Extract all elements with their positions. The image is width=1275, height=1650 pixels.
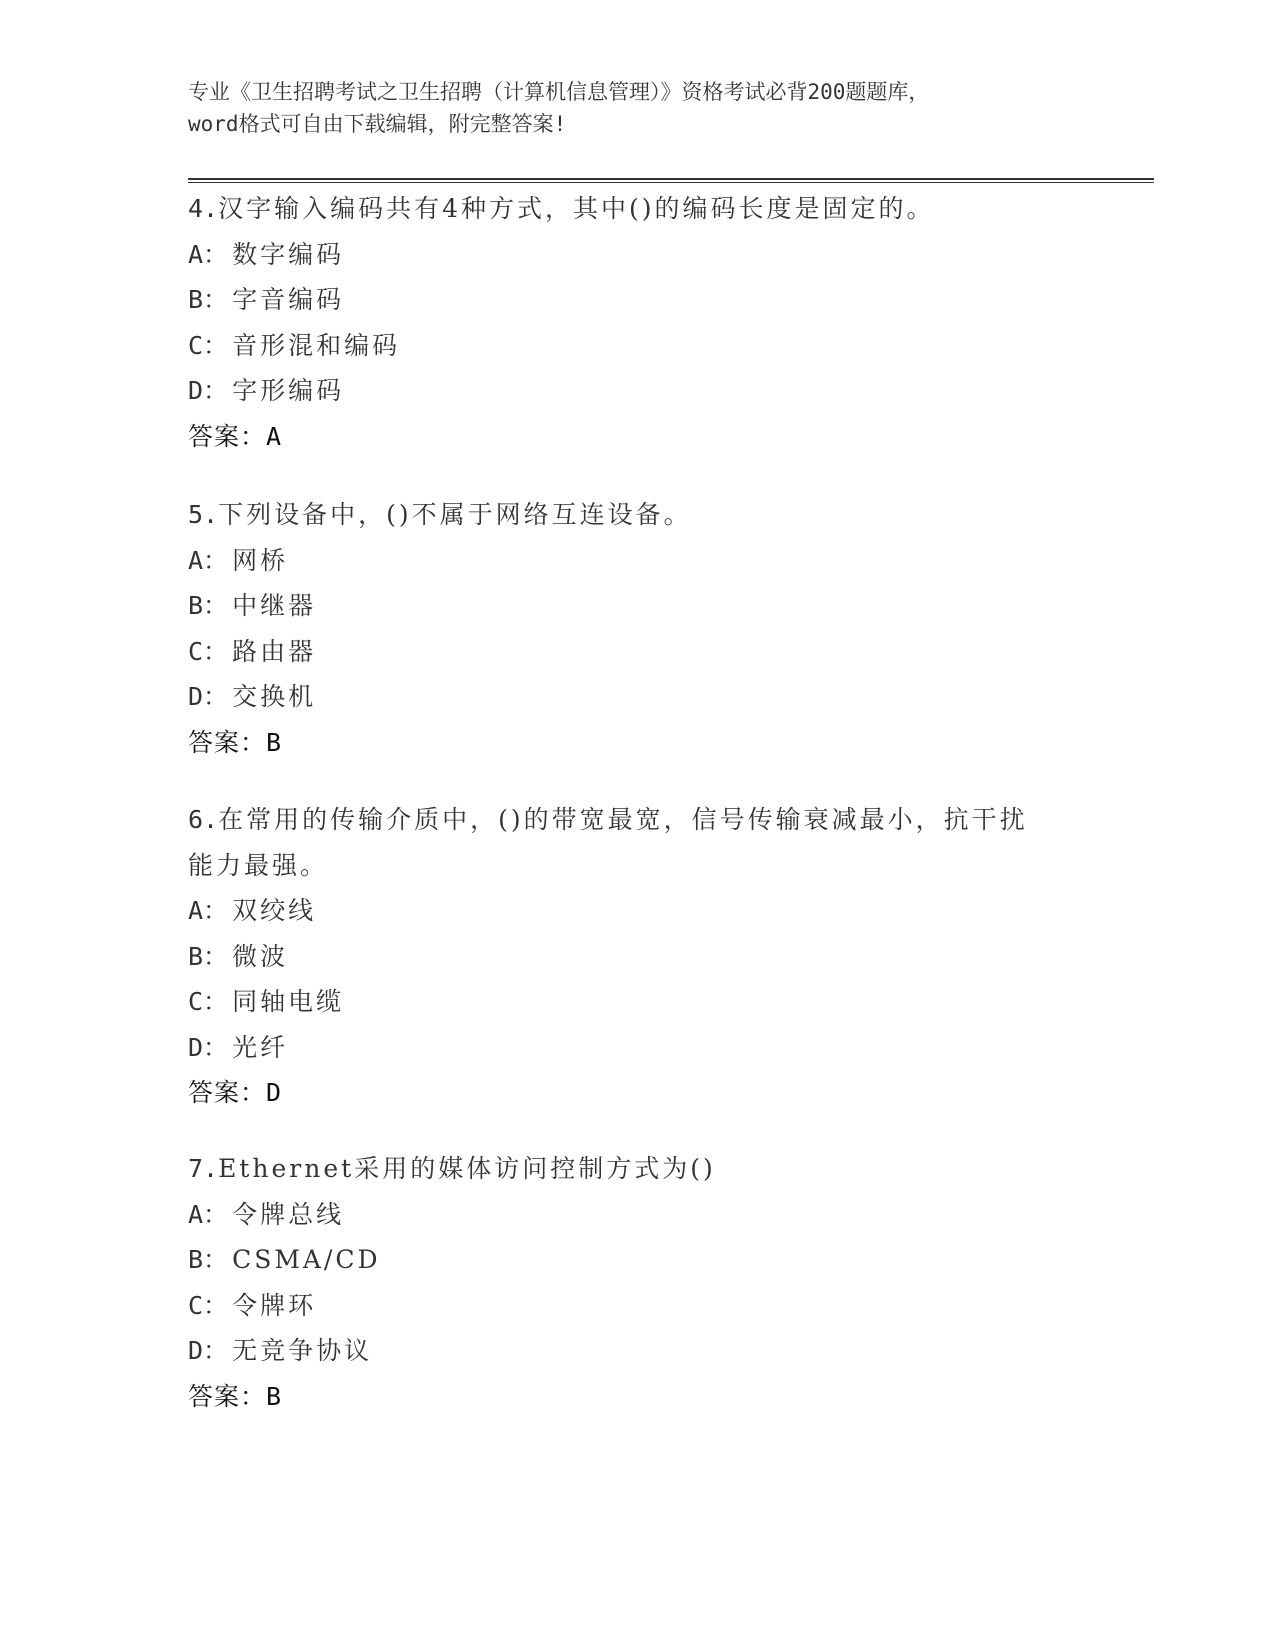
option-text: 交换机	[232, 682, 317, 711]
option-d	[188, 368, 1088, 414]
option-letter: B：	[188, 591, 229, 620]
option-b	[188, 934, 1088, 980]
option-letter: A：	[188, 239, 229, 269]
option-letter: C：	[188, 1290, 229, 1320]
option-c	[188, 323, 1088, 369]
option-text: 无竞争协议	[232, 1336, 373, 1365]
answer-value: B	[266, 1381, 283, 1411]
option-letter: B：	[188, 1245, 229, 1274]
option-text: CSMA/CD	[232, 1245, 381, 1274]
option-letter: D：	[188, 682, 229, 711]
option-c	[188, 629, 1088, 675]
question-stem	[188, 1146, 1088, 1192]
option-text: 同轴电缆	[232, 987, 345, 1016]
question-5	[188, 492, 1088, 765]
question-number: 4.	[188, 194, 219, 223]
option-text: 网桥	[232, 545, 289, 575]
answer-line	[188, 1374, 1088, 1420]
question-text: 能力最强。	[188, 850, 329, 880]
answer-line	[188, 720, 1088, 766]
answer-label: 答案：	[188, 421, 267, 451]
option-text: 双绞线	[232, 896, 317, 925]
question-stem-continued	[188, 843, 1088, 889]
question-4	[188, 186, 1088, 459]
header-line-1: 专业《卫生招聘考试之卫生招聘（计算机信息管理）》资格考试必背200题题库，	[188, 80, 930, 104]
question-number: 6.	[188, 805, 219, 834]
option-c	[188, 1283, 1088, 1329]
option-letter: C：	[188, 636, 229, 666]
answer-label: 答案：	[188, 1078, 267, 1107]
header-divider-thick	[188, 178, 1154, 180]
question-stem	[188, 797, 1088, 843]
option-letter: D：	[188, 376, 229, 405]
answer-line	[188, 414, 1088, 460]
option-text: 路由器	[232, 636, 317, 666]
option-letter: A：	[188, 1199, 229, 1229]
option-letter: A：	[188, 545, 229, 575]
option-a	[188, 232, 1088, 278]
option-text: 数字编码	[232, 239, 345, 269]
option-a	[188, 1192, 1088, 1238]
question-text: 下列设备中，()不属于网络互连设备。	[218, 500, 692, 529]
question-number: 7.	[188, 1154, 219, 1183]
answer-label: 答案：	[188, 727, 267, 757]
option-a	[188, 538, 1088, 584]
option-c	[188, 979, 1088, 1025]
option-a	[188, 888, 1088, 934]
question-text: Ethernet采用的媒体访问控制方式为()	[218, 1154, 716, 1183]
header-line-2: word格式可自由下载编辑，附完整答案!	[188, 112, 567, 136]
question-text: 在常用的传输介质中，()的带宽最宽，信号传输衰减最小，抗干扰	[218, 805, 1028, 834]
option-letter: B：	[188, 941, 229, 971]
option-letter: D：	[188, 1336, 229, 1365]
answer-value: D	[266, 1078, 283, 1107]
option-d	[188, 674, 1088, 720]
question-text: 汉字输入编码共有4种方式，其中()的编码长度是固定的。	[218, 194, 935, 223]
option-d	[188, 1328, 1088, 1374]
document-header	[188, 76, 1088, 140]
question-number: 5.	[188, 500, 219, 529]
option-text: 字音编码	[232, 285, 345, 314]
option-text: 中继器	[232, 591, 317, 620]
option-b	[188, 277, 1088, 323]
answer-label: 答案：	[188, 1381, 267, 1411]
answer-value: A	[266, 421, 283, 451]
option-letter: D：	[188, 1032, 229, 1062]
question-6	[188, 797, 1088, 1116]
option-letter: C：	[188, 330, 229, 360]
answer-line	[188, 1070, 1088, 1116]
question-7	[188, 1146, 1088, 1419]
option-text: 令牌环	[232, 1290, 317, 1320]
option-letter: B：	[188, 285, 229, 314]
header-divider-thin	[188, 182, 1154, 183]
option-letter: A：	[188, 896, 229, 925]
option-b	[188, 583, 1088, 629]
option-d	[188, 1025, 1088, 1071]
option-b	[188, 1237, 1088, 1283]
option-text: 光纤	[232, 1032, 289, 1062]
option-text: 令牌总线	[232, 1199, 345, 1229]
question-stem	[188, 186, 1088, 232]
answer-value: B	[266, 727, 283, 757]
option-letter: C：	[188, 987, 229, 1016]
option-text: 微波	[232, 941, 289, 971]
option-text: 音形混和编码	[232, 330, 401, 360]
option-text: 字形编码	[232, 376, 345, 405]
question-stem	[188, 492, 1088, 538]
